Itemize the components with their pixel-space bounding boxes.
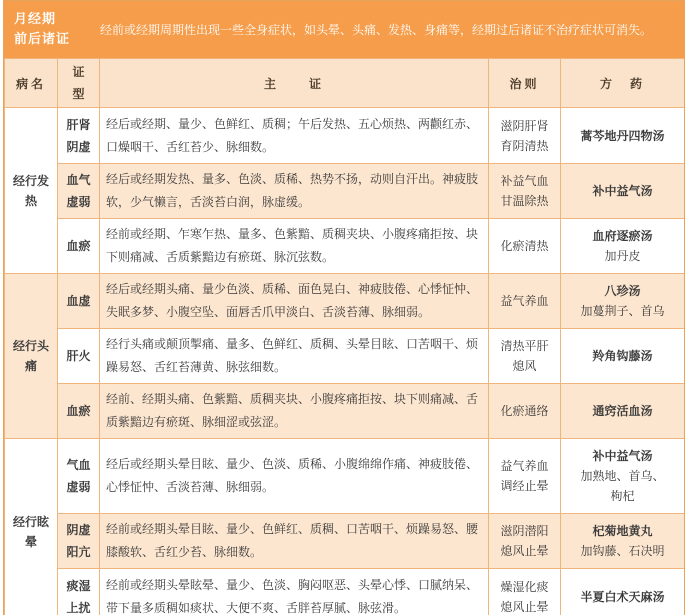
syndrome-type-cell: 痰湿上扰: [58, 569, 100, 615]
header-title: [4, 10, 96, 50]
syndrome-type-cell: 血瘀: [58, 219, 100, 274]
treatment-cell: 补益气血甘温除热: [489, 164, 561, 219]
main-symptoms-cell: 经后或经期发热、量多、色淡、质稀、热势不扬，动则自汗出。神疲肢软，少气懒言，舌淡苔白润，脉虚缓。: [100, 164, 489, 219]
syndrome-table-card: [3, 0, 685, 615]
syndrome-type-cell: 肝肾阴虚: [58, 108, 100, 164]
prescription-main: 八珍汤: [604, 284, 641, 298]
syndrome-type-cell: 肝火: [58, 329, 100, 384]
prescription-main: 补中益气汤: [592, 449, 653, 463]
header-title-line1: 月经期: [14, 11, 57, 27]
disease-cell: 经行眩晕: [5, 439, 58, 615]
main-symptoms-cell: 经后或经期头晕目眩、量少、色淡、质稀、小腹绵绵作痛、神疲肢倦、心悸怔忡、舌淡苔薄、脉细弱。: [100, 439, 489, 514]
syndrome-type-cell: 血虚: [58, 274, 100, 329]
prescription-cell: [561, 439, 685, 514]
disease-cell: 经行头痛: [5, 274, 58, 439]
col-header-treatment: 治则: [489, 59, 561, 108]
main-symptoms-cell: 经前或经期、乍寒乍热、量多、色紫黯、质稠夹块、小腹疼痛拒按、块下则痛减、舌质紫黯边有瘀斑、脉沉弦数。: [100, 219, 489, 274]
treatment-cell: 清热平肝熄风: [489, 329, 561, 384]
syndrome-type-cell: 血瘀: [58, 384, 100, 439]
prescription-main: 蒿芩地丹四物汤: [580, 128, 665, 143]
table-row: [5, 514, 685, 569]
header-description: 经前或经期周期性出现一些全身症状，如头晕、头痛、发热、身痛等，经期过后诸证不治疗症状可消失。: [100, 23, 653, 37]
main-symptoms-cell: 经前或经期头晕眩晕、量少、色淡、胸闷呕恶、头晕心悸、口腻纳呆、带下量多质稠如痰状、大便不爽、舌胖苔厚腻、脉弦滑。: [100, 569, 489, 615]
table-row: [5, 274, 685, 329]
prescription-cell: [561, 569, 685, 615]
prescription-cell: [561, 219, 685, 274]
table-header-bar: [4, 1, 684, 58]
prescription-addition: 加蔓荆子、首乌: [580, 304, 665, 318]
disease-cell: 经行发热: [5, 108, 58, 274]
treatment-cell: 滋阴潜阳熄风止晕: [489, 514, 561, 569]
prescription-cell: [561, 329, 685, 384]
prescription-cell: [561, 108, 685, 164]
syndrome-table: [4, 58, 685, 615]
col-header-prescription: 方 药: [561, 59, 685, 108]
prescription-main: 杞菊地黄丸: [592, 524, 653, 538]
main-symptoms-cell: 经后或经期、量少、色鲜红、质稠；午后发热、五心烦热、两颧红赤、口燥咽干、舌红苔少、脉细数。: [100, 108, 489, 164]
treatment-cell: 滋阴肝肾育阴清热: [489, 108, 561, 164]
table-row: [5, 569, 685, 615]
prescription-main: 通窍活血汤: [592, 404, 653, 418]
prescription-main: 血府逐瘀汤: [592, 229, 653, 243]
prescription-cell: [561, 164, 685, 219]
table-row: [5, 384, 685, 439]
prescription-main: 补中益气汤: [592, 184, 653, 198]
column-header-row: [5, 59, 685, 108]
table-row: [5, 164, 685, 219]
treatment-cell: 益气养血: [489, 274, 561, 329]
treatment-cell: 燥湿化痰熄风止晕: [489, 569, 561, 615]
col-header-type: 证型: [58, 59, 100, 108]
table-row: [5, 329, 685, 384]
main-symptoms-cell: 经后或经期头痛、量少色淡、质稀、面色晃白、神疲肢倦、心悸怔忡、失眠多梦、小腹空坠、面唇舌爪甲淡白、舌淡苔薄、脉细弱。: [100, 274, 489, 329]
main-symptoms-cell: 经前或经期头晕目眩、量少、色鲜红、质稠、口苦咽干、烦躁易怒、腰膝酸软、舌红少苔、脉细数。: [100, 514, 489, 569]
syndrome-type-cell: 血气虚弱: [58, 164, 100, 219]
header-title-line2: 前后诸证: [14, 31, 71, 47]
prescription-cell: [561, 384, 685, 439]
main-symptoms-cell: 经前、经期头痛、色紫黯、质稠夹块、小腹疼痛拒按、块下则痛减、舌质紫黯边有瘀斑、脉细涩或弦涩。: [100, 384, 489, 439]
prescription-cell: [561, 514, 685, 569]
prescription-cell: [561, 274, 685, 329]
treatment-cell: 益气养血调经止晕: [489, 439, 561, 514]
syndrome-type-cell: 阴虚阳亢: [58, 514, 100, 569]
treatment-cell: 化瘀通络: [489, 384, 561, 439]
treatment-cell: 化瘀清热: [489, 219, 561, 274]
prescription-addition: 加钩藤、石决明: [580, 544, 665, 558]
prescription-addition: 加丹皮: [604, 249, 641, 263]
table-row: [5, 108, 685, 164]
col-header-disease: 病名: [5, 59, 58, 108]
prescription-main: 羚角钩藤汤: [592, 349, 653, 363]
main-symptoms-cell: 经行头痛或颠顶掣痛、量多、色鲜红、质稠、头晕目眩、口苦咽干、烦躁易怒、舌红苔薄黄、脉弦细数。: [100, 329, 489, 384]
col-header-main: 主 证: [100, 59, 489, 108]
table-row: [5, 439, 685, 514]
prescription-addition: 加熟地、首乌、枸杞: [580, 469, 665, 503]
table-row: [5, 219, 685, 274]
prescription-main: 半夏白术天麻汤: [580, 589, 665, 604]
syndrome-type-cell: 气血虚弱: [58, 439, 100, 514]
